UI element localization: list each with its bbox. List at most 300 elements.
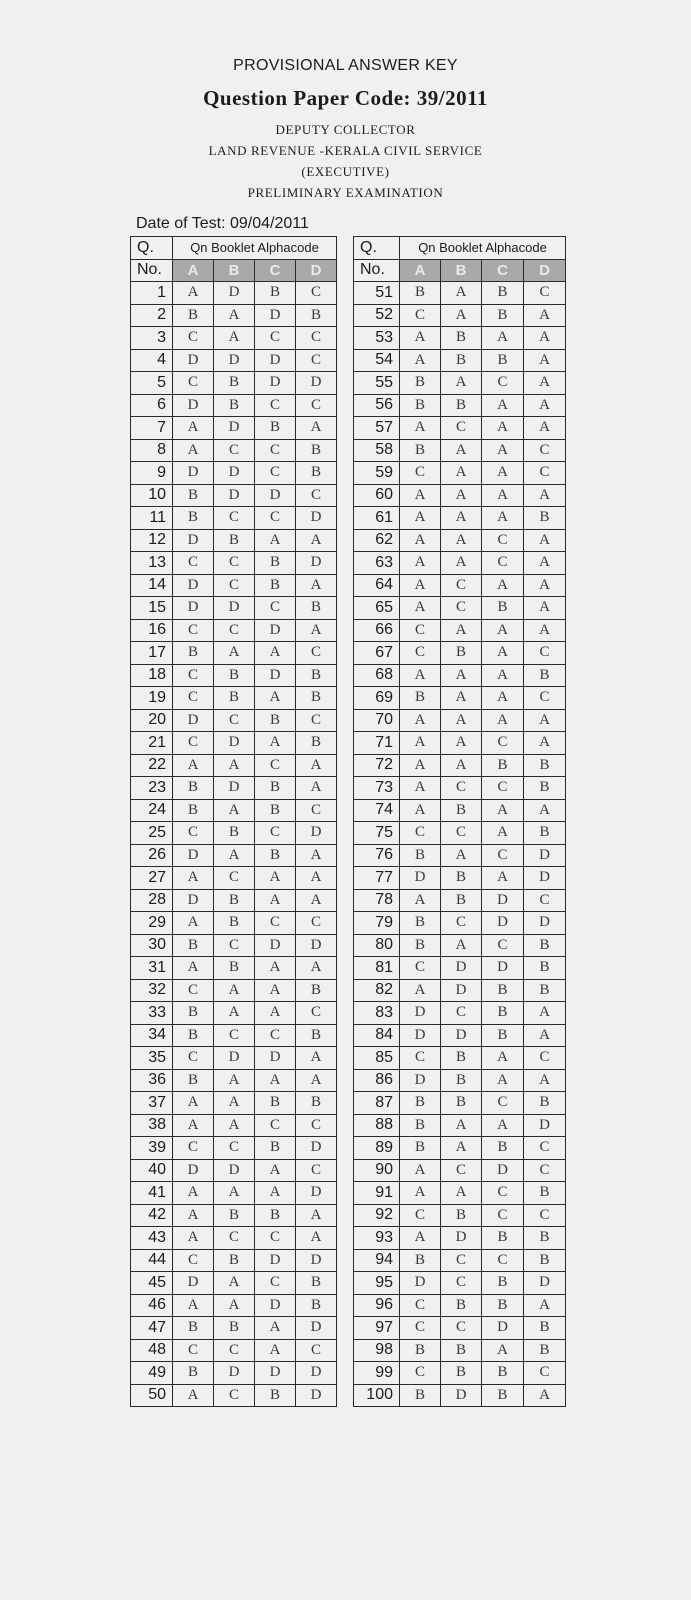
answer-code-a: D	[173, 889, 214, 912]
table-row	[354, 754, 566, 777]
answer-code-b: B	[441, 1069, 482, 1092]
table-row	[354, 1294, 566, 1317]
question-number: 28	[131, 889, 173, 912]
answer-code-d: A	[524, 1069, 566, 1092]
answer-code-b: C	[214, 552, 255, 575]
table-row	[131, 484, 337, 507]
question-number: 77	[354, 867, 400, 890]
answer-code-b: D	[441, 979, 482, 1002]
table-row	[354, 507, 566, 530]
answer-code-a: A	[173, 417, 214, 440]
answer-code-c: C	[255, 507, 296, 530]
answer-code-d: A	[524, 709, 566, 732]
answer-code-a: A	[173, 439, 214, 462]
question-number: 98	[354, 1339, 400, 1362]
answer-code-c: D	[255, 304, 296, 327]
answer-code-a: B	[173, 1069, 214, 1092]
answer-code-a: A	[400, 1182, 441, 1205]
question-number: 62	[354, 529, 400, 552]
answer-code-b: C	[441, 597, 482, 620]
answer-code-c: C	[255, 754, 296, 777]
answer-code-c: A	[482, 462, 524, 485]
table-row	[354, 889, 566, 912]
question-number: 19	[131, 687, 173, 710]
question-number: 82	[354, 979, 400, 1002]
answer-code-c: C	[482, 529, 524, 552]
answer-code-d: A	[296, 777, 337, 800]
answer-code-b: A	[441, 732, 482, 755]
answer-code-d: A	[296, 1227, 337, 1250]
answer-code-b: D	[214, 1159, 255, 1182]
table-row	[131, 754, 337, 777]
answer-code-c: D	[255, 1294, 296, 1317]
answer-code-c: A	[482, 394, 524, 417]
answer-code-c: D	[482, 912, 524, 935]
table-row	[131, 619, 337, 642]
answer-code-b: C	[214, 709, 255, 732]
table-row	[354, 1002, 566, 1025]
answer-code-d: B	[524, 934, 566, 957]
table-row	[354, 777, 566, 800]
answer-code-b: D	[441, 1227, 482, 1250]
answer-code-b: C	[441, 1272, 482, 1295]
answer-code-a: C	[400, 1204, 441, 1227]
answer-code-b: D	[214, 777, 255, 800]
answer-code-a: C	[173, 687, 214, 710]
question-number: 71	[354, 732, 400, 755]
question-number: 87	[354, 1092, 400, 1115]
answer-code-c: C	[482, 1249, 524, 1272]
question-number: 100	[354, 1384, 400, 1407]
answer-code-b: C	[214, 574, 255, 597]
answer-code-c: C	[255, 1227, 296, 1250]
answer-code-d: C	[524, 282, 566, 305]
answer-code-d: A	[296, 867, 337, 890]
answer-code-b: C	[441, 1002, 482, 1025]
answer-code-b: A	[214, 799, 255, 822]
answer-code-c: D	[255, 934, 296, 957]
answer-code-d: A	[524, 732, 566, 755]
answer-code-b: A	[441, 754, 482, 777]
answer-code-b: B	[441, 867, 482, 890]
answer-code-b: A	[214, 1092, 255, 1115]
question-number: 42	[131, 1204, 173, 1227]
answer-code-d: A	[524, 372, 566, 395]
answer-code-a: A	[173, 1384, 214, 1407]
answer-code-c: A	[482, 867, 524, 890]
question-number: 4	[131, 349, 173, 372]
question-number: 2	[131, 304, 173, 327]
table-row	[131, 1384, 337, 1407]
table-row	[131, 732, 337, 755]
answer-code-b: D	[214, 732, 255, 755]
answer-code-a: D	[173, 529, 214, 552]
answer-code-d: A	[524, 597, 566, 620]
table-row	[131, 1227, 337, 1250]
question-number: 29	[131, 912, 173, 935]
answer-code-c: A	[482, 1114, 524, 1137]
question-number: 92	[354, 1204, 400, 1227]
answer-code-b: B	[441, 1339, 482, 1362]
question-number: 15	[131, 597, 173, 620]
answer-code-d: A	[296, 754, 337, 777]
answer-code-d: A	[296, 957, 337, 980]
answer-code-a: D	[173, 394, 214, 417]
answer-code-d: D	[296, 1317, 337, 1340]
answer-code-a: A	[400, 529, 441, 552]
answer-code-a: A	[173, 1227, 214, 1250]
answer-code-c: B	[482, 1024, 524, 1047]
answer-code-c: B	[482, 1137, 524, 1160]
question-number: 81	[354, 957, 400, 980]
answer-code-a: D	[400, 1272, 441, 1295]
answer-code-b: A	[214, 327, 255, 350]
answer-code-a: A	[400, 552, 441, 575]
answer-code-a: A	[400, 349, 441, 372]
answer-code-a: A	[400, 754, 441, 777]
question-number: 67	[354, 642, 400, 665]
answer-code-d: D	[524, 844, 566, 867]
answer-code-a: A	[400, 1159, 441, 1182]
answer-code-b: B	[441, 349, 482, 372]
table-row	[354, 1384, 566, 1407]
table-row	[354, 732, 566, 755]
table-row	[354, 1069, 566, 1092]
question-number: 44	[131, 1249, 173, 1272]
answer-code-d: D	[296, 507, 337, 530]
answer-code-c: B	[482, 597, 524, 620]
answer-code-d: C	[524, 462, 566, 485]
question-number: 60	[354, 484, 400, 507]
answer-code-b: C	[214, 439, 255, 462]
answer-code-b: A	[214, 1002, 255, 1025]
table-row	[354, 394, 566, 417]
table-row	[131, 1339, 337, 1362]
alphacode-c-header: C	[255, 259, 296, 282]
answer-code-a: D	[173, 1272, 214, 1295]
answer-code-b: A	[441, 304, 482, 327]
question-number: 38	[131, 1114, 173, 1137]
answer-code-b: B	[214, 394, 255, 417]
table-row	[131, 687, 337, 710]
answer-code-a: A	[400, 979, 441, 1002]
answer-code-d: C	[296, 1339, 337, 1362]
answer-code-b: C	[441, 822, 482, 845]
answer-code-c: A	[482, 327, 524, 350]
question-number: 73	[354, 777, 400, 800]
answer-code-c: A	[255, 957, 296, 980]
answer-code-c: A	[482, 507, 524, 530]
answer-code-a: A	[173, 867, 214, 890]
question-number: 9	[131, 462, 173, 485]
table-row	[354, 349, 566, 372]
question-number: 52	[354, 304, 400, 327]
answer-code-d: C	[524, 687, 566, 710]
table-row	[131, 1092, 337, 1115]
table-row	[354, 1047, 566, 1070]
question-number: 51	[354, 282, 400, 305]
answer-code-d: B	[296, 979, 337, 1002]
answer-code-c: A	[255, 642, 296, 665]
answer-code-b: A	[214, 1272, 255, 1295]
question-number: 78	[354, 889, 400, 912]
table-row	[131, 1024, 337, 1047]
answer-code-a: A	[400, 574, 441, 597]
answer-code-b: C	[441, 1249, 482, 1272]
answer-code-b: A	[441, 529, 482, 552]
answer-code-a: A	[173, 1114, 214, 1137]
answer-code-c: A	[255, 687, 296, 710]
answer-code-a: B	[400, 1114, 441, 1137]
table-row	[131, 1182, 337, 1205]
answer-code-b: A	[441, 934, 482, 957]
alphacode-b-header: B	[214, 259, 255, 282]
question-number: 65	[354, 597, 400, 620]
answer-code-c: C	[255, 822, 296, 845]
answer-code-b: A	[441, 709, 482, 732]
answer-code-b: A	[214, 1114, 255, 1137]
answer-code-c: A	[482, 799, 524, 822]
answer-rows-left	[131, 282, 337, 1407]
answer-code-b: A	[441, 1182, 482, 1205]
table-row	[354, 1182, 566, 1205]
answer-code-a: D	[400, 1024, 441, 1047]
answer-code-a: B	[173, 934, 214, 957]
answer-code-c: A	[255, 1339, 296, 1362]
table-row	[131, 282, 337, 305]
answer-code-a: A	[173, 1204, 214, 1227]
question-number: 36	[131, 1069, 173, 1092]
table-row	[131, 889, 337, 912]
answer-code-a: B	[173, 507, 214, 530]
answer-code-d: C	[296, 1159, 337, 1182]
table-row	[131, 417, 337, 440]
answer-code-d: B	[296, 1272, 337, 1295]
answer-code-b: C	[441, 417, 482, 440]
answer-code-b: C	[214, 1384, 255, 1407]
answer-code-c: C	[482, 732, 524, 755]
table-row	[354, 934, 566, 957]
answer-code-c: B	[255, 1137, 296, 1160]
answer-code-d: D	[524, 1272, 566, 1295]
answer-code-d: B	[524, 1092, 566, 1115]
answer-code-a: B	[173, 1024, 214, 1047]
answer-code-c: B	[255, 552, 296, 575]
table-row	[131, 349, 337, 372]
answer-code-d: A	[524, 619, 566, 642]
answer-code-c: C	[255, 327, 296, 350]
answer-code-d: B	[524, 754, 566, 777]
question-number: 35	[131, 1047, 173, 1070]
answer-code-b: B	[441, 327, 482, 350]
answer-code-b: D	[441, 1024, 482, 1047]
answer-code-d: A	[296, 889, 337, 912]
answer-code-c: B	[255, 777, 296, 800]
alphacode-d-header: D	[296, 259, 337, 282]
answer-code-d: D	[524, 867, 566, 890]
answer-code-b: D	[214, 462, 255, 485]
question-number: 7	[131, 417, 173, 440]
question-number: 27	[131, 867, 173, 890]
answer-code-b: B	[441, 1092, 482, 1115]
answer-code-c: A	[482, 709, 524, 732]
answer-code-b: B	[441, 889, 482, 912]
answer-code-c: A	[255, 889, 296, 912]
answer-code-a: C	[400, 1294, 441, 1317]
question-number: 11	[131, 507, 173, 530]
answer-code-b: A	[441, 664, 482, 687]
answer-code-a: A	[173, 1092, 214, 1115]
answer-code-c: A	[482, 417, 524, 440]
table-row	[354, 1227, 566, 1250]
answer-code-b: D	[214, 349, 255, 372]
q-header: Q.	[131, 237, 173, 260]
table-row	[354, 529, 566, 552]
answer-code-c: D	[255, 372, 296, 395]
answer-code-a: C	[400, 462, 441, 485]
answer-code-d: D	[296, 1384, 337, 1407]
table-row	[354, 1114, 566, 1137]
answer-code-a: A	[173, 754, 214, 777]
answer-code-b: A	[441, 687, 482, 710]
answer-code-a: D	[400, 1002, 441, 1025]
question-number: 85	[354, 1047, 400, 1070]
answer-code-c: A	[482, 619, 524, 642]
answer-code-c: C	[255, 1114, 296, 1137]
answer-code-d: C	[296, 709, 337, 732]
answer-code-d: D	[296, 822, 337, 845]
question-number: 97	[354, 1317, 400, 1340]
answer-code-c: C	[255, 462, 296, 485]
answer-code-b: C	[214, 507, 255, 530]
question-number: 16	[131, 619, 173, 642]
answer-code-b: A	[214, 754, 255, 777]
answer-code-b: A	[214, 304, 255, 327]
answer-code-b: B	[441, 799, 482, 822]
table-row	[131, 1249, 337, 1272]
answer-code-a: B	[400, 1339, 441, 1362]
table-row	[354, 664, 566, 687]
question-number: 90	[354, 1159, 400, 1182]
question-number: 69	[354, 687, 400, 710]
table-row	[131, 934, 337, 957]
answer-key-table-right	[353, 236, 566, 1407]
answer-code-c: A	[255, 1182, 296, 1205]
answer-code-c: C	[255, 1272, 296, 1295]
answer-code-d: C	[296, 394, 337, 417]
table-row	[131, 777, 337, 800]
table-row	[131, 957, 337, 980]
answer-code-c: C	[255, 394, 296, 417]
answer-code-a: C	[173, 1047, 214, 1070]
answer-code-c: A	[255, 1002, 296, 1025]
answer-code-a: C	[173, 732, 214, 755]
answer-code-c: C	[255, 439, 296, 462]
question-number: 96	[354, 1294, 400, 1317]
answer-code-c: A	[482, 642, 524, 665]
question-paper-code: Question Paper Code: 39/2011	[203, 86, 488, 110]
table-row	[131, 304, 337, 327]
answer-code-d: D	[524, 912, 566, 935]
question-number: 94	[354, 1249, 400, 1272]
table-row	[354, 1339, 566, 1362]
answer-code-b: A	[214, 844, 255, 867]
answer-code-a: A	[400, 327, 441, 350]
answer-code-c: A	[255, 1317, 296, 1340]
answer-code-d: A	[524, 304, 566, 327]
question-number: 72	[354, 754, 400, 777]
answer-code-c: D	[482, 889, 524, 912]
answer-code-b: C	[441, 574, 482, 597]
table-row	[354, 304, 566, 327]
table-row	[354, 979, 566, 1002]
question-number: 34	[131, 1024, 173, 1047]
answer-code-d: A	[296, 619, 337, 642]
answer-code-a: A	[400, 889, 441, 912]
answer-code-d: B	[296, 439, 337, 462]
question-number: 55	[354, 372, 400, 395]
answer-code-c: A	[482, 574, 524, 597]
answer-code-c: D	[255, 619, 296, 642]
answer-code-d: B	[524, 957, 566, 980]
answer-code-a: C	[173, 619, 214, 642]
answer-code-c: C	[255, 597, 296, 620]
answer-code-d: A	[524, 417, 566, 440]
answer-code-a: C	[173, 979, 214, 1002]
answer-code-a: A	[400, 664, 441, 687]
table-row	[131, 1294, 337, 1317]
question-number: 41	[131, 1182, 173, 1205]
answer-code-c: D	[482, 1159, 524, 1182]
table-row	[354, 844, 566, 867]
answer-code-d: A	[524, 1024, 566, 1047]
answer-code-b: B	[441, 1362, 482, 1385]
answer-code-a: A	[400, 597, 441, 620]
alphacode-b-header: B	[441, 259, 482, 282]
question-number: 20	[131, 709, 173, 732]
answer-code-c: B	[482, 1002, 524, 1025]
answer-code-a: D	[173, 709, 214, 732]
answer-code-a: A	[400, 799, 441, 822]
answer-code-b: A	[441, 619, 482, 642]
table-row	[131, 574, 337, 597]
answer-code-c: B	[255, 1204, 296, 1227]
question-number: 80	[354, 934, 400, 957]
answer-code-d: C	[296, 327, 337, 350]
answer-code-b: D	[214, 282, 255, 305]
answer-code-b: A	[214, 979, 255, 1002]
answer-code-b: B	[214, 912, 255, 935]
answer-code-a: A	[173, 957, 214, 980]
question-number: 17	[131, 642, 173, 665]
table-row	[131, 1362, 337, 1385]
table-row	[354, 574, 566, 597]
answer-code-d: B	[524, 777, 566, 800]
post-name: DEPUTY COLLECTOR	[275, 122, 416, 137]
answer-code-d: A	[296, 1204, 337, 1227]
question-number: 56	[354, 394, 400, 417]
table-row	[354, 372, 566, 395]
table-row	[354, 709, 566, 732]
answer-code-c: A	[482, 822, 524, 845]
table-row	[354, 642, 566, 665]
answer-code-d: A	[524, 1294, 566, 1317]
answer-code-b: A	[441, 507, 482, 530]
question-number: 33	[131, 1002, 173, 1025]
table-row	[354, 417, 566, 440]
answer-code-d: B	[524, 1339, 566, 1362]
answer-code-b: B	[214, 687, 255, 710]
